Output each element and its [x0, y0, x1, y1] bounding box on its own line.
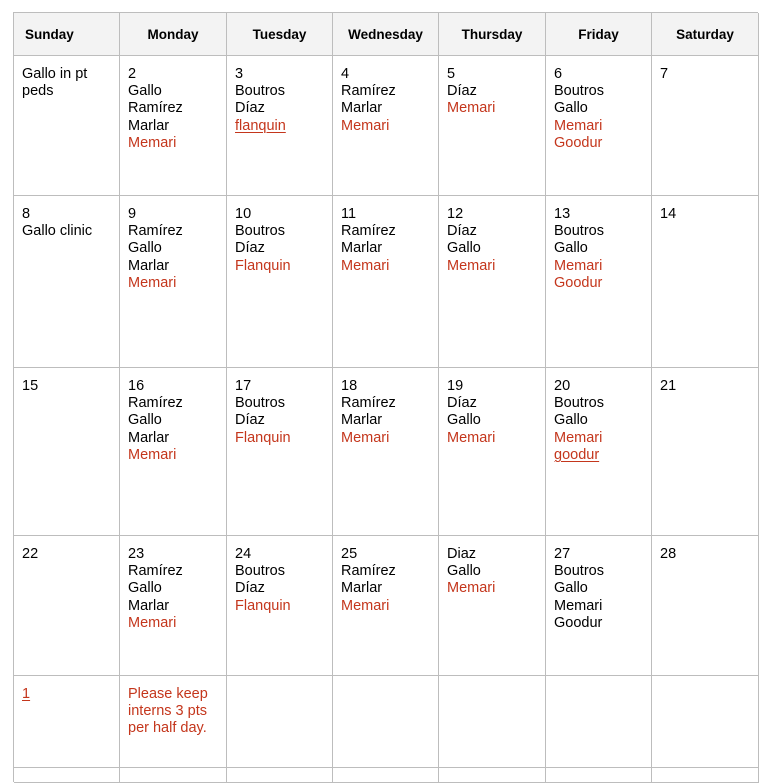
day-cell-w2-saturday[interactable]	[652, 196, 759, 368]
day-header-sunday: Sunday	[14, 13, 120, 56]
cell-entry: Boutros	[235, 83, 285, 100]
day-cell-w6-thursday[interactable]	[439, 768, 546, 783]
cell-entry: Marlar	[128, 597, 170, 614]
day-header-friday: Friday	[546, 13, 652, 56]
day-cell-w3-saturday[interactable]	[652, 368, 759, 536]
cell-entry: Ramírez	[341, 83, 396, 100]
cell-entry: Díaz	[235, 580, 265, 597]
cell-entry: Memari	[447, 100, 496, 117]
cell-entry: Memari	[341, 257, 390, 274]
cell-entry: Gallo	[447, 563, 481, 580]
cell-entry: Memari	[447, 257, 496, 274]
date-number: 22	[22, 546, 39, 562]
cell-entry: Gallo in pt peds	[22, 66, 88, 100]
cell-entry: Ramírez	[128, 223, 183, 240]
date-number: 16	[128, 378, 145, 394]
cell-entry: Díaz	[235, 412, 265, 429]
cell-entry: Gallo	[128, 240, 162, 257]
cell-entry: Memari	[554, 257, 603, 274]
cell-entry: Ramírez	[341, 223, 396, 240]
cell-entry: Memari	[341, 597, 390, 614]
cell-entry: Gallo clinic	[22, 223, 93, 240]
day-cell-w1-sunday[interactable]	[14, 56, 120, 196]
date-number: 23	[128, 546, 145, 562]
cell-entry: Marlar	[341, 412, 383, 429]
cell-entry: Boutros	[235, 223, 285, 240]
day-header-saturday: Saturday	[652, 13, 759, 56]
day-cell-w1-friday[interactable]	[546, 56, 652, 196]
cell-entry: Gallo	[554, 412, 588, 429]
date-number: 24	[235, 546, 252, 562]
cell-entry: Memari	[128, 446, 177, 463]
cell-entry: Memari	[447, 429, 496, 446]
date-number: 18	[341, 378, 358, 394]
cell-entry: Ramírez	[128, 563, 183, 580]
day-cell-w5-friday[interactable]	[546, 676, 652, 768]
date-number: 11	[341, 206, 357, 222]
day-cell-w1-tuesday[interactable]	[227, 56, 333, 196]
day-cell-w6-sunday[interactable]	[14, 768, 120, 783]
cell-entry: Flanquin	[235, 257, 291, 274]
cell-entry: Please keep interns 3 pts per half day.	[128, 686, 208, 737]
cell-entry: Díaz	[447, 223, 477, 240]
cell-entry: Marlar	[341, 580, 383, 597]
cell-entry: Gallo	[128, 412, 162, 429]
cell-entry: Memari	[128, 274, 177, 291]
day-cell-w6-friday[interactable]	[546, 768, 652, 783]
date-number: 20	[554, 378, 571, 394]
cell-entry: Gallo	[447, 412, 481, 429]
date-number: 7	[660, 66, 669, 82]
cell-entry: Boutros	[554, 563, 604, 580]
cell-entry: Gallo	[447, 240, 481, 257]
day-header-tuesday: Tuesday	[227, 13, 333, 56]
cell-entry: Memari	[554, 429, 603, 446]
cell-entry: Gallo	[128, 580, 162, 597]
day-cell-w5-tuesday[interactable]	[227, 676, 333, 768]
calendar-grid	[13, 12, 758, 782]
cell-entry: Diaz	[447, 546, 477, 562]
date-number: 8	[22, 206, 31, 222]
date-number: 2	[128, 66, 137, 82]
date-number: 19	[447, 378, 464, 394]
day-cell-w4-saturday[interactable]	[652, 536, 759, 676]
day-cell-w3-friday[interactable]	[546, 368, 652, 536]
cell-entry: Díaz	[235, 100, 265, 117]
date-number: 9	[128, 206, 137, 222]
day-cell-w4-thursday[interactable]	[439, 536, 546, 676]
cell-entry: Gallo	[554, 100, 588, 117]
cell-entry: Marlar	[128, 257, 170, 274]
day-cell-w5-saturday[interactable]	[652, 676, 759, 768]
day-cell-w3-sunday[interactable]	[14, 368, 120, 536]
day-cell-w4-monday[interactable]	[120, 536, 227, 676]
date-number: 5	[447, 66, 456, 82]
cell-entry: Gallo	[554, 580, 588, 597]
day-cell-w2-monday[interactable]	[120, 196, 227, 368]
day-cell-w3-wednesday[interactable]	[333, 368, 439, 536]
date-number: 3	[235, 66, 244, 82]
cell-entry: Díaz	[235, 240, 265, 257]
cell-entry: Ramírez	[341, 395, 396, 412]
day-cell-w1-wednesday[interactable]	[333, 56, 439, 196]
date-number: 17	[235, 378, 252, 394]
day-cell-w2-wednesday[interactable]	[333, 196, 439, 368]
cell-entry: Marlar	[341, 240, 383, 257]
day-cell-w5-thursday[interactable]	[439, 676, 546, 768]
day-cell-w4-sunday[interactable]	[14, 536, 120, 676]
date-number: 25	[341, 546, 358, 562]
cell-entry: Marlar	[128, 117, 170, 134]
cell-entry: Flanquin	[235, 597, 291, 614]
day-cell-w4-tuesday[interactable]	[227, 536, 333, 676]
day-cell-w1-thursday[interactable]	[439, 56, 546, 196]
cell-entry: Boutros	[554, 395, 604, 412]
date-number: 21	[660, 378, 677, 394]
day-cell-w3-thursday[interactable]	[439, 368, 546, 536]
day-cell-w3-tuesday[interactable]	[227, 368, 333, 536]
cell-entry: Marlar	[128, 429, 170, 446]
cell-entry: Boutros	[554, 223, 604, 240]
date-number: 4	[341, 66, 350, 82]
cell-entry: Ramírez	[341, 563, 396, 580]
day-cell-w3-monday[interactable]	[120, 368, 227, 536]
cell-entry: Memari	[341, 429, 390, 446]
day-cell-w1-saturday[interactable]	[652, 56, 759, 196]
cell-entry: Marlar	[341, 100, 383, 117]
cell-entry: Boutros	[235, 563, 285, 580]
date-number: 27	[554, 546, 571, 562]
cell-entry: flanquin	[235, 117, 286, 134]
cell-entry: Memari	[128, 614, 177, 631]
day-cell-w6-tuesday[interactable]	[227, 768, 333, 783]
day-cell-w5-monday[interactable]	[120, 676, 227, 768]
cell-entry: Goodur	[554, 614, 603, 631]
day-cell-w5-sunday[interactable]	[14, 676, 120, 768]
date-number: 1	[22, 686, 31, 702]
date-number: 12	[447, 206, 464, 222]
cell-entry: Gallo	[554, 240, 588, 257]
cell-entry: Ramírez	[128, 395, 183, 412]
day-cell-w4-friday[interactable]	[546, 536, 652, 676]
date-number: 10	[235, 206, 252, 222]
cell-entry: Díaz	[447, 83, 477, 100]
day-cell-w2-tuesday[interactable]	[227, 196, 333, 368]
cell-entry: Boutros	[554, 83, 604, 100]
day-cell-w6-saturday[interactable]	[652, 768, 759, 783]
cell-entry: Memari	[554, 117, 603, 134]
date-number: 14	[660, 206, 677, 222]
day-header-thursday: Thursday	[439, 13, 546, 56]
day-cell-w2-thursday[interactable]	[439, 196, 546, 368]
cell-entry: Boutros	[235, 395, 285, 412]
cell-entry: Díaz	[447, 395, 477, 412]
date-number: 15	[22, 378, 39, 394]
date-number: 13	[554, 206, 571, 222]
cell-entry: Memari	[341, 117, 390, 134]
day-header-wednesday: Wednesday	[333, 13, 439, 56]
day-header-monday: Monday	[120, 13, 227, 56]
day-cell-w5-wednesday[interactable]	[333, 676, 439, 768]
day-cell-w2-sunday[interactable]	[14, 196, 120, 368]
cell-entry: Memari	[447, 580, 496, 597]
cell-entry: Memari	[128, 134, 177, 151]
day-cell-w4-wednesday[interactable]	[333, 536, 439, 676]
cell-entry: Goodur	[554, 274, 603, 291]
cell-entry: Goodur	[554, 134, 603, 151]
date-number: 6	[554, 66, 563, 82]
day-cell-w6-wednesday[interactable]	[333, 768, 439, 783]
cell-entry: Memari	[554, 597, 603, 614]
cell-entry: Ramírez	[128, 100, 183, 117]
date-number: 28	[660, 546, 677, 562]
day-cell-w1-monday[interactable]	[120, 56, 227, 196]
day-cell-w2-friday[interactable]	[546, 196, 652, 368]
cell-entry: Flanquin	[235, 429, 291, 446]
day-cell-w6-monday[interactable]	[120, 768, 227, 783]
cell-entry: goodur	[554, 446, 600, 463]
cell-entry: Gallo	[128, 83, 162, 100]
